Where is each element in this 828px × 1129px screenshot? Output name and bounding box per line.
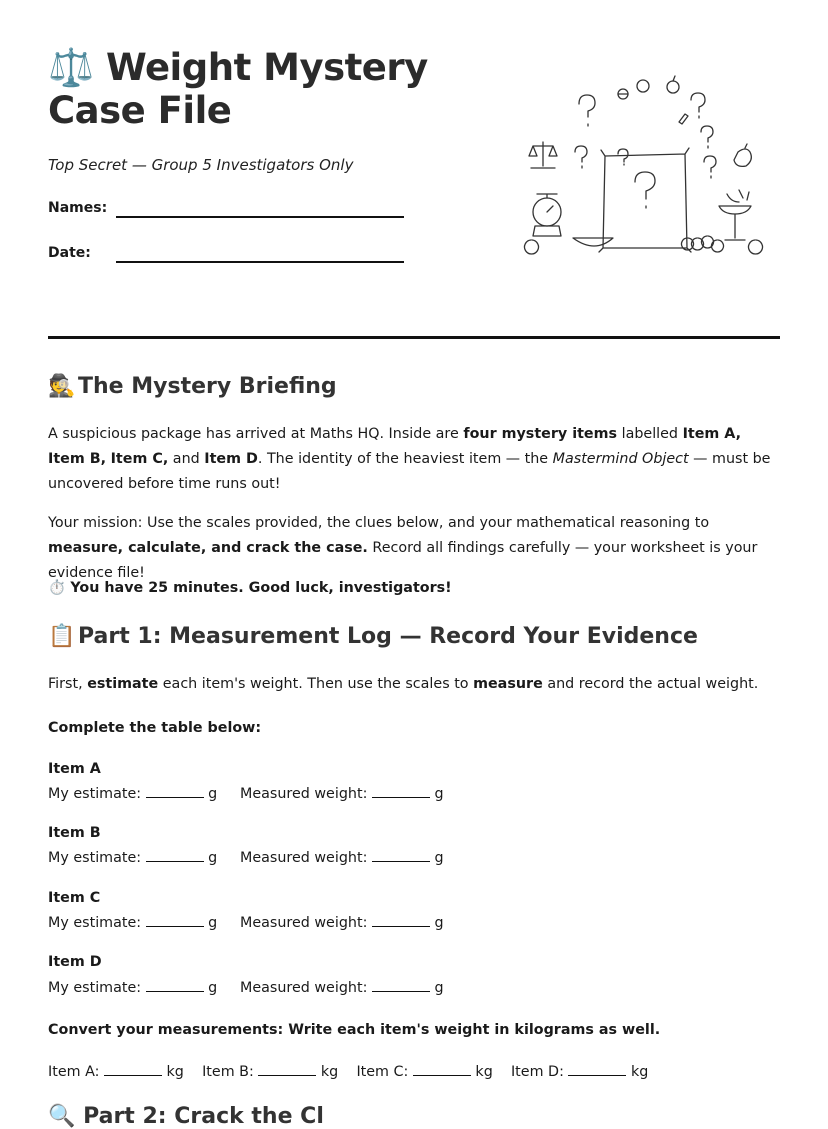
box-question-icon bbox=[635, 172, 655, 208]
header-divider bbox=[48, 336, 780, 339]
estimate-blank[interactable] bbox=[146, 785, 204, 798]
item-c-row: My estimate: g Measured weight: g bbox=[48, 915, 444, 931]
briefing-paragraph-1: A suspicious package has arrived at Maths HQ. Inside are four mystery items labelled Item A, Item B, Item C, and Item D. The identity of the heaviest item — the Mastermind Object — must be uncovered before time runs out! bbox=[48, 426, 771, 492]
clock-icon bbox=[637, 80, 649, 92]
pedestal-scale-icon bbox=[719, 206, 751, 240]
names-field bbox=[48, 200, 107, 216]
table-instruction: Complete the table below: bbox=[48, 720, 262, 736]
subtitle: Top Secret — Group 5 Investigators Only bbox=[48, 156, 354, 174]
bottle-icon bbox=[679, 114, 688, 124]
date-label: Date: bbox=[48, 245, 91, 261]
briefing-heading: 🕵️ The Mystery Briefing bbox=[48, 374, 337, 399]
convert-instruction: Convert your measurements: Write each item's weight in kilograms as well. bbox=[48, 1022, 661, 1038]
measured-blank[interactable] bbox=[372, 849, 430, 862]
item-a-label: Item A bbox=[48, 761, 101, 777]
item-d-row: My estimate: g Measured weight: g bbox=[48, 980, 444, 996]
header bbox=[48, 0, 780, 340]
item-b-row: My estimate: g Measured weight: g bbox=[48, 850, 444, 866]
kg-blank[interactable] bbox=[104, 1063, 162, 1076]
item-b-label: Item B bbox=[48, 825, 101, 841]
question-icon bbox=[691, 93, 705, 118]
item-d-label: Item D bbox=[48, 954, 102, 970]
page-title: ⚖️ Weight Mystery Case File bbox=[48, 46, 428, 132]
timer-note: ⏱️ You have 25 minutes. Good luck, investigators! bbox=[48, 580, 452, 596]
estimate-blank[interactable] bbox=[146, 914, 204, 927]
estimate-blank[interactable] bbox=[146, 979, 204, 992]
bag-icon bbox=[734, 144, 751, 166]
part2-heading: 🔍 Part 2: Crack the Cl bbox=[48, 1104, 324, 1129]
kg-blank[interactable] bbox=[568, 1063, 626, 1076]
measured-blank[interactable] bbox=[372, 914, 430, 927]
mystery-box-icon bbox=[599, 148, 691, 252]
worksheet bbox=[48, 0, 780, 1129]
part1-heading: 📋 Part 1: Measurement Log — Record Your Evidence bbox=[48, 624, 698, 649]
convert-row: Item A: kg Item B: kg Item C: kg Item D: kg bbox=[48, 1064, 649, 1080]
kg-blank[interactable] bbox=[258, 1063, 316, 1076]
apple-icon bbox=[667, 81, 679, 93]
balance-scale-icon bbox=[529, 142, 557, 168]
detective-icon: 🕵️ bbox=[48, 374, 76, 399]
question-icon bbox=[704, 156, 716, 178]
clipboard-icon: 📋 bbox=[48, 624, 76, 649]
scales-icon: ⚖️ bbox=[48, 46, 94, 89]
question-icon bbox=[701, 126, 713, 148]
bananas-icon bbox=[727, 190, 749, 202]
fruit-icon bbox=[525, 240, 539, 254]
question-icon bbox=[575, 146, 587, 168]
item-c-label: Item C bbox=[48, 890, 101, 906]
stopwatch-icon: ⏱️ bbox=[48, 580, 66, 596]
names-label: Names: bbox=[48, 200, 108, 216]
date-field bbox=[48, 245, 91, 261]
question-icon bbox=[618, 149, 628, 165]
magnifier-icon: 🔍 bbox=[48, 1104, 76, 1129]
date-line[interactable] bbox=[116, 261, 404, 263]
mystery-scales-illustration bbox=[523, 72, 768, 262]
part1-intro: First, estimate each item's weight. Then use the scales to measure and record the actual weight. bbox=[48, 676, 759, 692]
kg-blank[interactable] bbox=[413, 1063, 471, 1076]
question-icon bbox=[579, 95, 595, 126]
fruit-pile-icon bbox=[682, 236, 763, 254]
measured-blank[interactable] bbox=[372, 785, 430, 798]
names-line[interactable] bbox=[116, 216, 404, 218]
briefing-paragraph-2: Your mission: Use the scales provided, the clues below, and your mathematical reasoning to measure, calculate, and crack the case. Record all findings carefully — your worksheet is your evidence file! bbox=[48, 515, 758, 581]
bowl-icon bbox=[573, 238, 613, 246]
measured-blank[interactable] bbox=[372, 979, 430, 992]
item-a-row: My estimate: g Measured weight: g bbox=[48, 786, 444, 802]
estimate-blank[interactable] bbox=[146, 849, 204, 862]
